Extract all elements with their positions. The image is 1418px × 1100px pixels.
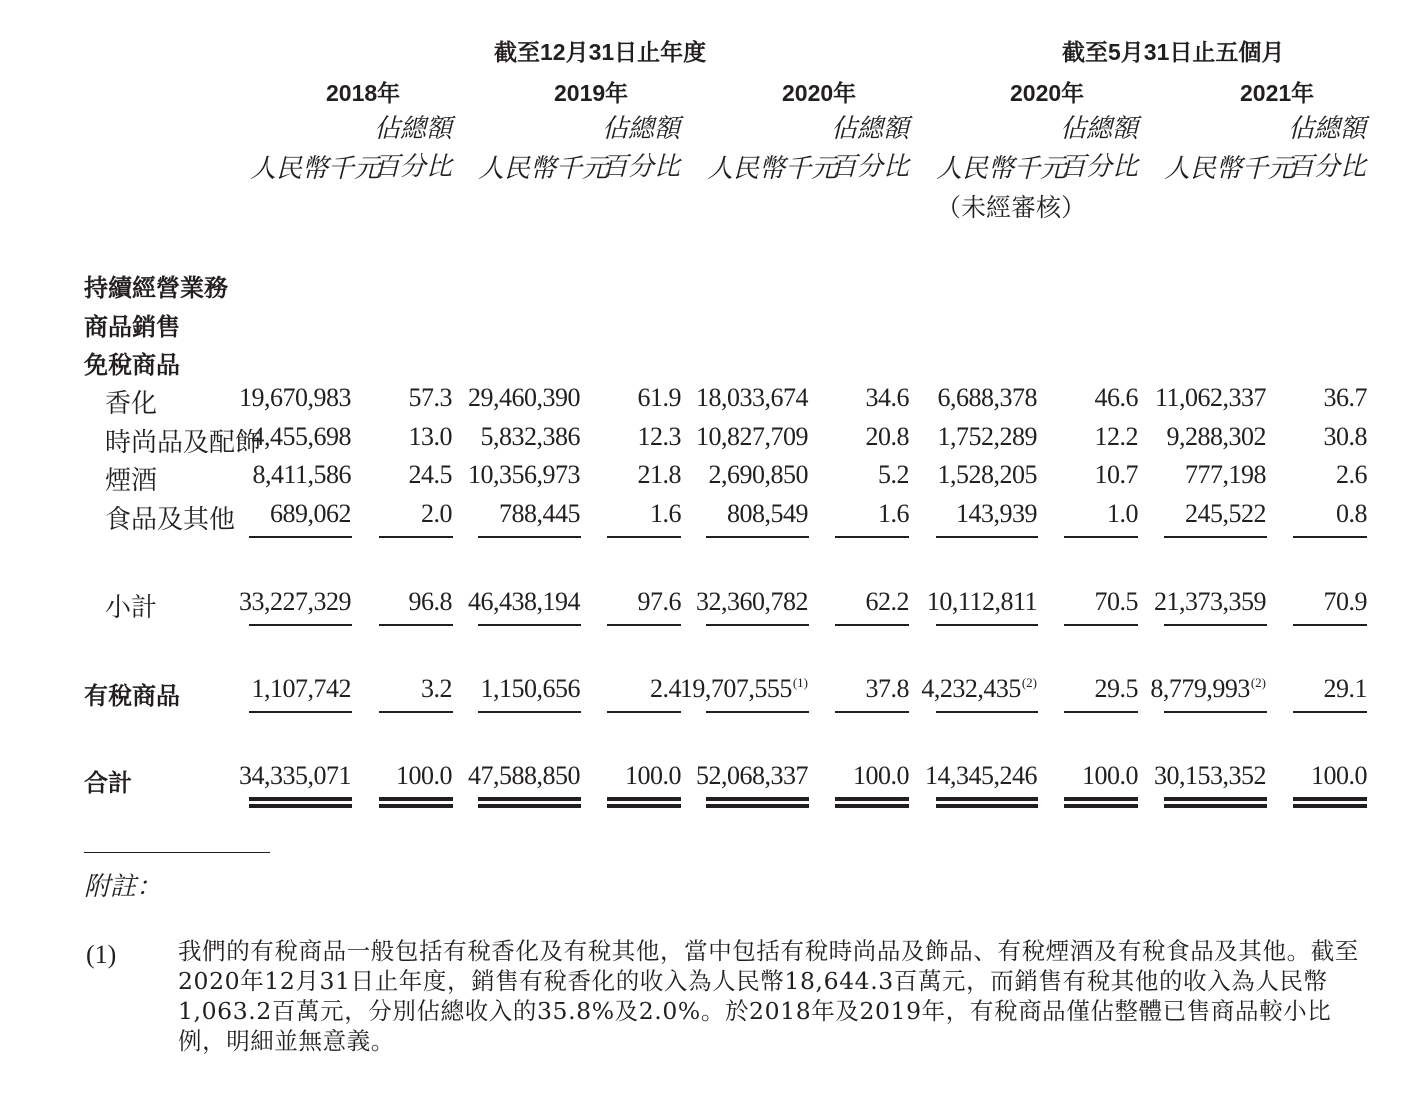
unit-header: 人民幣千元 bbox=[936, 154, 1067, 183]
total-double-underline bbox=[1064, 797, 1138, 808]
row-label: 合計 bbox=[84, 770, 132, 797]
amount-cell: 14,345,246 bbox=[925, 761, 1037, 790]
amount-cell: 5,832,386 bbox=[480, 422, 580, 451]
section-duty-free: 免稅商品 bbox=[84, 352, 180, 379]
subtotal-underline bbox=[1293, 711, 1367, 713]
subtotal-underline bbox=[1164, 711, 1267, 713]
amount-cell: 4,232,435$^{(2)}$ bbox=[921, 674, 1037, 703]
total-double-underline bbox=[706, 797, 809, 808]
percent-cell: 100.0 bbox=[1082, 761, 1138, 790]
subtotal-underline bbox=[1293, 536, 1367, 538]
amount-cell: 18,033,674 bbox=[696, 383, 808, 412]
percent-cell: 96.8 bbox=[408, 587, 452, 616]
percent-cell: 34.6 bbox=[865, 383, 909, 412]
subtotal-underline bbox=[249, 711, 352, 713]
amount-cell: 1,528,205 bbox=[937, 460, 1037, 489]
total-double-underline bbox=[1164, 797, 1267, 808]
amount-cell: 143,939 bbox=[956, 499, 1037, 528]
amount-cell: 11,062,337 bbox=[1154, 383, 1266, 412]
row-label: 食品及其他 bbox=[105, 505, 236, 534]
subtotal-underline bbox=[607, 711, 681, 713]
unaudited-note: （未經審核） bbox=[936, 195, 1087, 222]
subtotal-underline bbox=[478, 624, 581, 626]
subtotal-underline bbox=[835, 711, 909, 713]
footnote-ref: (1) bbox=[792, 675, 808, 690]
percent-cell: 97.6 bbox=[637, 587, 681, 616]
subtotal-underline bbox=[1164, 536, 1267, 538]
percent-cell: 100.0 bbox=[396, 761, 452, 790]
percent-cell: 20.8 bbox=[865, 422, 909, 451]
percent-cell: 62.2 bbox=[865, 587, 909, 616]
unit-header: 人民幣千元 bbox=[1164, 154, 1295, 183]
total-double-underline bbox=[478, 797, 581, 808]
subtotal-underline bbox=[936, 624, 1038, 626]
pct-header: 佔總額 百分比 bbox=[1287, 114, 1366, 181]
subtotal-underline bbox=[835, 624, 909, 626]
row-label: 小計 bbox=[105, 593, 158, 622]
row-label: 時尚品及配飾 bbox=[105, 428, 262, 457]
year-header-2020-5m: 2020年 bbox=[1010, 80, 1085, 106]
year-header-2019: 2019年 bbox=[554, 80, 629, 106]
footnote-divider bbox=[84, 852, 270, 853]
amount-cell: 10,356,973 bbox=[468, 460, 580, 489]
year-header-2020: 2020年 bbox=[782, 80, 857, 106]
subtotal-underline bbox=[835, 536, 909, 538]
subtotal-underline bbox=[1064, 536, 1138, 538]
amount-cell: 1,107,742 bbox=[251, 674, 351, 703]
subtotal-underline bbox=[1064, 624, 1138, 626]
amount-cell: 8,411,586 bbox=[252, 460, 351, 489]
percent-cell: 70.5 bbox=[1094, 587, 1138, 616]
percent-cell: 100.0 bbox=[1311, 761, 1367, 790]
percent-cell: 70.9 bbox=[1323, 587, 1367, 616]
amount-cell: 19,707,555$^{(1)}$ bbox=[679, 674, 808, 703]
amount-cell: 788,445 bbox=[499, 499, 580, 528]
year-header-2021-5m: 2021年 bbox=[1240, 80, 1315, 106]
amount-cell: 1,150,656 bbox=[480, 674, 580, 703]
section-merchandise-sales: 商品銷售 bbox=[84, 314, 180, 341]
subtotal-underline bbox=[1293, 624, 1367, 626]
amount-cell: 46,438,194 bbox=[468, 587, 580, 616]
amount-cell: 4,455,698 bbox=[251, 422, 351, 451]
subtotal-underline bbox=[706, 711, 809, 713]
amount-cell: 1,752,289 bbox=[937, 422, 1037, 451]
percent-cell: 2.4 bbox=[650, 674, 681, 703]
amount-cell: 689,062 bbox=[270, 499, 351, 528]
total-double-underline bbox=[379, 797, 453, 808]
subtotal-underline bbox=[607, 624, 681, 626]
subtotal-underline bbox=[478, 711, 581, 713]
pct-header: 佔總額 百分比 bbox=[373, 114, 452, 181]
percent-cell: 12.2 bbox=[1094, 422, 1138, 451]
percent-cell: 36.7 bbox=[1323, 383, 1367, 412]
percent-cell: 37.8 bbox=[865, 674, 909, 703]
amount-cell: 32,360,782 bbox=[696, 587, 808, 616]
subtotal-underline bbox=[936, 536, 1038, 538]
subtotal-underline bbox=[478, 536, 581, 538]
total-double-underline bbox=[835, 797, 909, 808]
amount-cell: 19,670,983 bbox=[239, 383, 351, 412]
percent-cell: 100.0 bbox=[853, 761, 909, 790]
percent-cell: 1.6 bbox=[650, 499, 681, 528]
amount-cell: 2,690,850 bbox=[708, 460, 808, 489]
row-label: 香化 bbox=[105, 389, 158, 418]
subtotal-underline bbox=[1064, 711, 1138, 713]
percent-cell: 13.0 bbox=[408, 422, 452, 451]
year-ended-group-header: 截至12月31日止年度 bbox=[494, 39, 707, 65]
pct-header: 佔總額 百分比 bbox=[1059, 114, 1138, 181]
percent-cell: 2.6 bbox=[1336, 460, 1367, 489]
subtotal-underline bbox=[607, 536, 681, 538]
percent-cell: 24.5 bbox=[408, 460, 452, 489]
amount-cell: 21,373,359 bbox=[1154, 587, 1266, 616]
percent-cell: 1.6 bbox=[878, 499, 909, 528]
percent-cell: 61.9 bbox=[637, 383, 681, 412]
row-label: 煙酒 bbox=[105, 466, 158, 495]
amount-cell: 9,288,302 bbox=[1166, 422, 1266, 451]
amount-cell: 52,068,337 bbox=[696, 761, 808, 790]
subtotal-underline bbox=[706, 624, 809, 626]
subtotal-underline bbox=[379, 624, 453, 626]
footnote-ref: (2) bbox=[1021, 675, 1037, 690]
subtotal-underline bbox=[249, 624, 352, 626]
amount-cell: 777,198 bbox=[1185, 460, 1266, 489]
total-double-underline bbox=[249, 797, 352, 808]
subtotal-underline bbox=[249, 536, 352, 538]
section-continuing-operations: 持續經營業務 bbox=[84, 275, 228, 302]
subtotal-underline bbox=[379, 536, 453, 538]
percent-cell: 12.3 bbox=[637, 422, 681, 451]
amount-cell: 8,779,993$^{(2)}$ bbox=[1150, 674, 1266, 703]
percent-cell: 10.7 bbox=[1094, 460, 1138, 489]
percent-cell: 2.0 bbox=[421, 499, 452, 528]
amount-cell: 29,460,390 bbox=[468, 383, 580, 412]
percent-cell: 100.0 bbox=[625, 761, 681, 790]
percent-cell: 30.8 bbox=[1323, 422, 1367, 451]
notes-heading: 附註： bbox=[84, 872, 163, 901]
unit-header: 人民幣千元 bbox=[250, 154, 381, 183]
amount-cell: 30,153,352 bbox=[1154, 761, 1266, 790]
amount-cell: 33,227,329 bbox=[239, 587, 351, 616]
total-double-underline bbox=[607, 797, 681, 808]
pct-header: 佔總額 百分比 bbox=[830, 114, 909, 181]
percent-cell: 0.8 bbox=[1336, 499, 1367, 528]
row-label: 有稅商品 bbox=[84, 683, 180, 710]
percent-cell: 29.1 bbox=[1323, 674, 1367, 703]
amount-cell: 10,827,709 bbox=[696, 422, 808, 451]
subtotal-underline bbox=[1164, 624, 1267, 626]
amount-cell: 245,522 bbox=[1185, 499, 1266, 528]
amount-cell: 10,112,811 bbox=[926, 587, 1037, 616]
amount-cell: 808,549 bbox=[727, 499, 808, 528]
unit-header: 人民幣千元 bbox=[478, 154, 609, 183]
subtotal-underline bbox=[706, 536, 809, 538]
footnote-number: (1) bbox=[86, 940, 117, 969]
percent-cell: 57.3 bbox=[408, 383, 452, 412]
amount-cell: 34,335,071 bbox=[239, 761, 351, 790]
percent-cell: 46.6 bbox=[1094, 383, 1138, 412]
amount-cell: 6,688,378 bbox=[937, 383, 1037, 412]
percent-cell: 1.0 bbox=[1107, 499, 1138, 528]
pct-header: 佔總額 百分比 bbox=[601, 114, 680, 181]
footnote-ref: (2) bbox=[1250, 675, 1266, 690]
amount-cell: 47,588,850 bbox=[468, 761, 580, 790]
total-double-underline bbox=[936, 797, 1038, 808]
subtotal-underline bbox=[936, 711, 1038, 713]
five-months-group-header: 截至5月31日止五個月 bbox=[1062, 39, 1285, 65]
subtotal-underline bbox=[379, 711, 453, 713]
percent-cell: 29.5 bbox=[1094, 674, 1138, 703]
percent-cell: 5.2 bbox=[878, 460, 909, 489]
total-double-underline bbox=[1293, 797, 1367, 808]
percent-cell: 3.2 bbox=[421, 674, 452, 703]
percent-cell: 21.8 bbox=[637, 460, 681, 489]
footnote-text: 我們的有稅商品一般包括有稅香化及有稅其他，當中包括有稅時尚品及飾品、有稅煙酒及有稅食品及其他。截至2020年12月31日止年度，銷售有稅香化的收入為人民幣18,644.3百萬元，而銷售有稅其他的收入為人民幣1,063.2百萬元，分別佔總收入的35.8%及2.0%。於2018年及2019年，有稅商品僅佔整體已售商品較小比例，明細並無意義。 bbox=[178, 937, 1359, 1055]
unit-header: 人民幣千元 bbox=[707, 154, 838, 183]
year-header-2018: 2018年 bbox=[326, 80, 401, 106]
